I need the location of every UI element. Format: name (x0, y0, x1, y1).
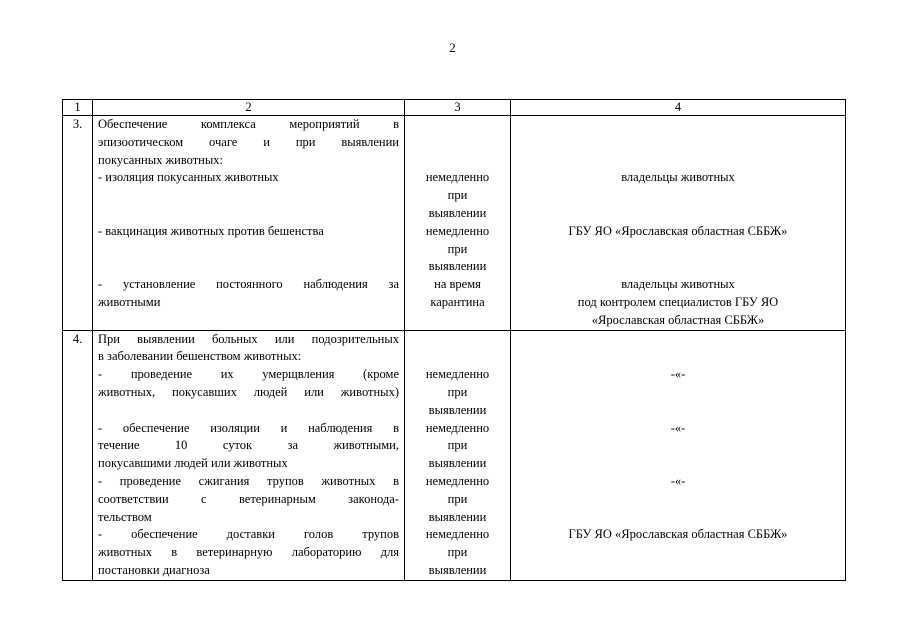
measure-line: - изоляция покусанных животных (98, 170, 279, 185)
header-cell-3: 3 (405, 100, 511, 116)
measures-table (62, 99, 846, 581)
measure-line: животных в ветеринарную лабораторию для (98, 545, 399, 560)
measure-line: - обеспечение изоляции и наблюдения в (98, 420, 399, 435)
term-line: немедленно (425, 473, 490, 488)
measure-line: Обеспечение комплекса мероприятий в (98, 117, 399, 131)
measure-line: в заболевании бешенством животных: (98, 349, 302, 364)
measure-line: - проведение сжигания трупов животных в (98, 473, 399, 488)
measure-line: течение 10 суток за животными, (98, 438, 399, 453)
measure-line: тельством (98, 509, 152, 524)
measure-line: - проведение их умерщвления (кроме (98, 367, 399, 382)
term-line: выявлении (428, 205, 487, 220)
responsible-line: -«- (670, 473, 686, 488)
measure-line: - установление постоянного наблюдения за (98, 277, 399, 292)
measure-line: - вакцинация животных против бешенства (98, 223, 324, 238)
table-header-row (63, 100, 846, 116)
term-line: выявлении (428, 509, 487, 524)
term-line: при (447, 438, 468, 453)
row-number: 3. (63, 116, 93, 331)
header-cell-2: 2 (93, 100, 405, 116)
term-cell (405, 116, 511, 331)
responsible-line: -«- (670, 420, 686, 435)
term-line: карантина (430, 294, 485, 309)
measure-line: При выявлении больных или подозрительных (98, 331, 399, 346)
table-row (63, 330, 846, 580)
term-cell (405, 330, 511, 580)
measure-line: - обеспечение доставки голов трупов (98, 527, 399, 542)
term-line: немедленно (425, 527, 490, 542)
responsible-cell (511, 116, 846, 331)
row-number: 4. (63, 330, 93, 580)
term-line: выявлении (428, 402, 487, 417)
measure-line: соответствии с ветеринарным законода- (98, 491, 399, 506)
responsible-line: ГБУ ЯО «Ярославская областная СББЖ» (568, 527, 788, 542)
term-line: при (447, 384, 468, 399)
term-line: немедленно (425, 367, 490, 382)
measure-line: эпизоотическом очаге и при выявлении (98, 134, 399, 149)
term-line: при (447, 241, 468, 256)
measure-line: покусанных животных: (98, 152, 223, 167)
measure-line: животных, покусавших людей или животных) (98, 384, 399, 399)
page-number: 2 (449, 40, 456, 55)
measure-cell (93, 116, 405, 331)
term-line: на время (434, 277, 481, 292)
responsible-line: -«- (670, 367, 686, 382)
term-line: выявлении (428, 259, 487, 274)
term-line: при (447, 188, 468, 203)
responsible-cell (511, 330, 846, 580)
header-cell-4: 4 (511, 100, 846, 116)
term-line: немедленно (425, 223, 490, 238)
measure-line: животными (98, 294, 161, 309)
term-line: при (447, 491, 468, 506)
table-row (63, 116, 846, 331)
responsible-line: владельцы животных (621, 277, 735, 292)
term-line: выявлении (428, 562, 487, 577)
term-line: выявлении (428, 456, 487, 471)
measure-line: покусавшими людей или животных (98, 456, 288, 471)
measure-line: постановки диагноза (98, 562, 210, 577)
responsible-line: под контролем специалистов ГБУ ЯО (577, 294, 779, 309)
responsible-line: владельцы животных (621, 170, 735, 185)
term-line: немедленно (425, 170, 490, 185)
term-line: при (447, 545, 468, 560)
header-cell-1: 1 (63, 100, 93, 116)
responsible-line: ГБУ ЯО «Ярославская областная СББЖ» (568, 223, 788, 238)
responsible-line: «Ярославская областная СББЖ» (591, 312, 765, 327)
term-line: немедленно (425, 420, 490, 435)
measure-cell (93, 330, 405, 580)
